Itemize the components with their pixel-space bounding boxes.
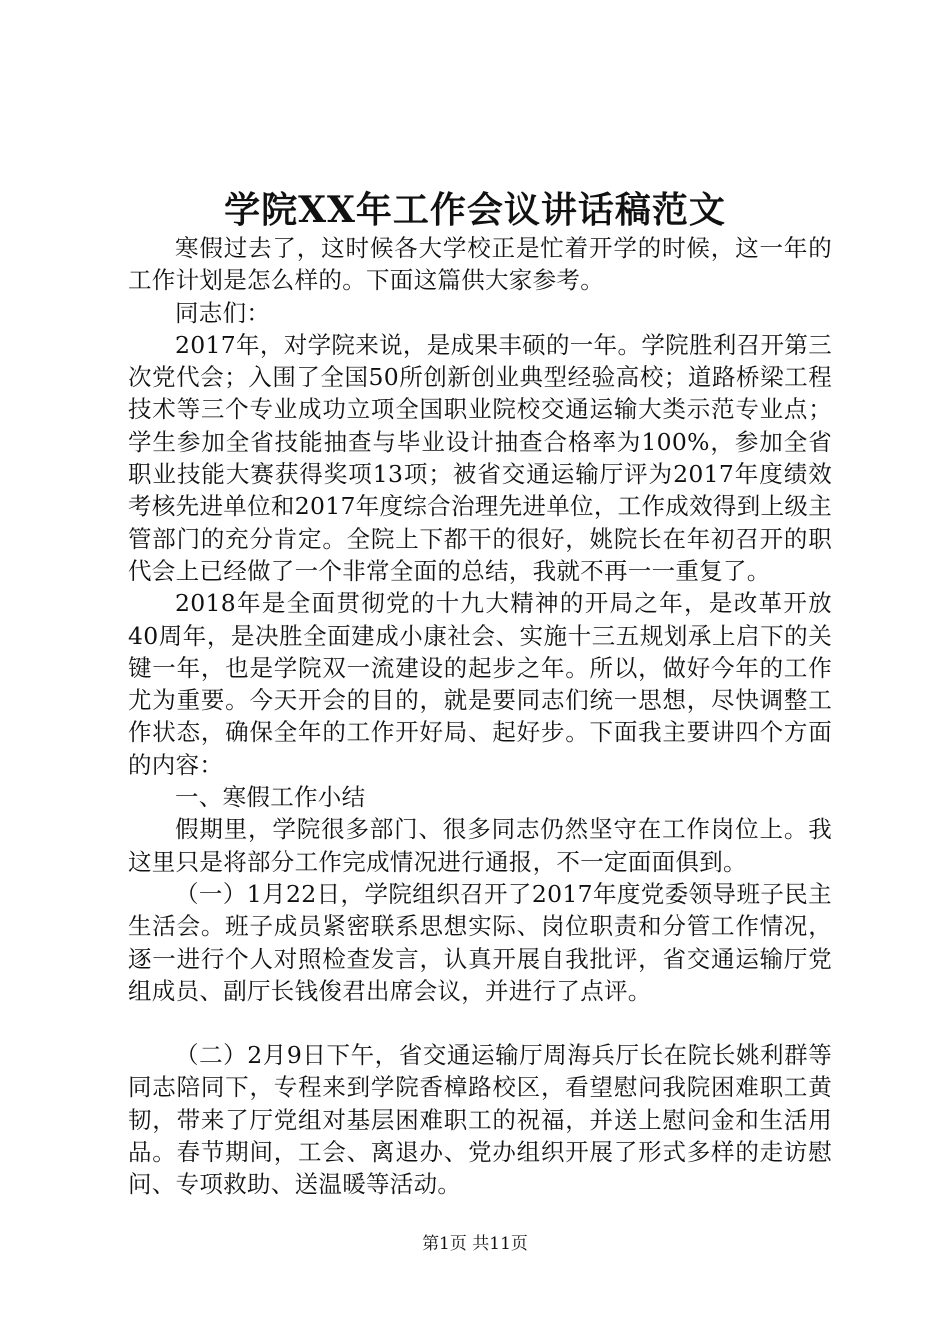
body-paragraph: 2018年是全面贯彻党的十九大精神的开局之年，是改革开放40周年，是决胜全面建成小康社会、实施十三五规划承上启下的关键一年，也是学院双一流建设的起步之年。所以，做好今年的工作尤为重要。今天开会的目的，就是要同志们统一思想，尽快调整工作状态，确保全年的工作开好局、起好步。下面我主要讲四个方面的内容： xyxy=(128,589,832,779)
section-heading: 一、寒假工作小结 xyxy=(175,783,366,812)
page-footer: 第1页 共11页 xyxy=(422,1234,528,1254)
body-paragraph: （一）1月22日，学院组织召开了2017年度党委领导班子民主生活会。班子成员紧密联系思想实际、岗位职责和分管工作情况，逐一进行个人对照检查发言，认真开展自我批评，省交通运输厅党组成员、副厅长钱俊君出席会议，并进行了点评。 xyxy=(128,879,832,1005)
document-title: 学院XX年工作会议讲话稿范文 xyxy=(224,189,726,231)
document-body xyxy=(128,232,832,1201)
body-paragraph: 假期里，学院很多部门、很多同志仍然坚守在工作岗位上。我这里只是将部分工作完成情况进行通报，不一定面面俱到。 xyxy=(128,815,832,876)
body-paragraph: 2017年，对学院来说，是成果丰硕的一年。学院胜利召开第三次党代会；入围了全国50所创新创业典型经验高校；道路桥梁工程技术等三个专业成功立项全国职业院校交通运输大类示范专业点；学生参加全省技能抽查与毕业设计抽查合格率为100%，参加全省职业技能大赛获得奖项13项；被省交通运输厅评为2017年度绩效考核先进单位和2017年度综合治理先进单位，工作成效得到上级主管部门的充分肯定。全院上下都干的很好，姚院长在年初召开的职代会上已经做了一个非常全面的总结，我就不再一一重复了。 xyxy=(128,330,832,585)
body-paragraph: （二）2月9日下午，省交通运输厅周海兵厅长在院长姚利群等同志陪同下，专程来到学院香樟路校区，看望慰问我院困难职工黄韧，带来了厅党组对基层困难职工的祝福，并送上慰问金和生活用品。春节期间，工会、离退办、党办组织开展了形式多样的走访慰问、专项救助、送温暖等活动。 xyxy=(128,1041,832,1199)
intro-paragraph: 寒假过去了，这时候各大学校正是忙着开学的时候，这一年的工作计划是怎么样的。下面这篇供大家参考。 xyxy=(128,234,832,295)
salutation: 同志们： xyxy=(175,298,271,327)
